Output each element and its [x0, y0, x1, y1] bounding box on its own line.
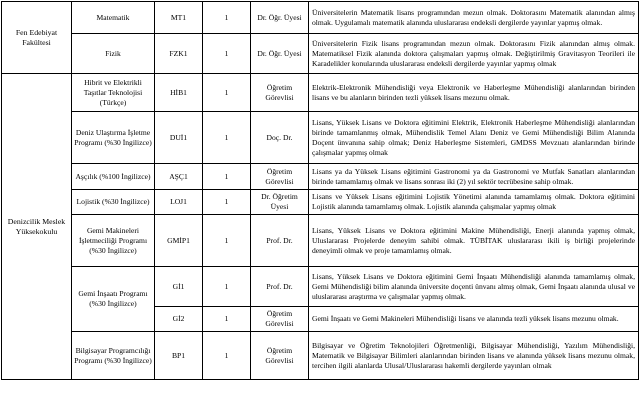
title-cell: Öğretim Görevlisi — [251, 332, 309, 380]
code-cell: Gİ1 — [155, 267, 203, 307]
program-cell: Deniz Ulaştırma İşletme Programı (%30 İngilizce) — [72, 112, 155, 164]
program-cell: Gemi İnşaatı Programı (%30 İngilizce) — [72, 267, 155, 332]
program-cell: Hibrit ve Elektrikli Taşıtlar Teknolojisi (Türkçe) — [72, 74, 155, 112]
requirement-cell: Lisans, Yüksek Lisans ve Doktora eğitimini Gemi İnşaatı Mühendisliği alanında tamamlamış olmak, Gemi Mühendisliği bilim alanında üniversite doçenti ünvanı almış olmak, Gemi İnşaatı alanında ulusal ve uluslararası araştırma ve çalışmalar yapmış olmak. — [309, 267, 639, 307]
title-cell: Öğretim Görevlisi — [251, 74, 309, 112]
code-cell: FZK1 — [155, 34, 203, 74]
table-row — [2, 164, 639, 190]
faculty-cell: Denizcilik Meslek Yüksekokulu — [2, 74, 72, 380]
code-cell: HİB1 — [155, 74, 203, 112]
code-cell: BP1 — [155, 332, 203, 380]
program-cell: Bilgisayar Programcılığı Programı (%30 İngilizce) — [72, 332, 155, 380]
requirement-cell: Lisans, Yüksek Lisans ve Doktora eğitimini Makine Mühendisliği, Enerji alanında yapmış olmak, Uluslararası Projelerde deneyim sahibi olmak. TÜBİTAK uluslararası ikili iş birliği projelerinde deneyimli olmak ve proje tamamlamış olmak. — [309, 215, 639, 267]
position-table — [1, 1, 639, 380]
table-row — [2, 332, 639, 380]
count-cell: 1 — [203, 164, 251, 190]
table-row — [2, 2, 639, 34]
title-cell: Prof. Dr. — [251, 215, 309, 267]
table-row — [2, 112, 639, 164]
program-cell: Matematik — [72, 2, 155, 34]
count-cell: 1 — [203, 2, 251, 34]
faculty-cell: Fen Edebiyat Fakültesi — [2, 2, 72, 74]
program-cell: Gemi Makineleri İşletmeciliği Programı (%30 İngilizce) — [72, 215, 155, 267]
requirement-cell: Lisans, Yüksek Lisans ve Doktora eğitimini Elektrik, Elektronik Haberleşme Mühendisliği alanlarından birinde tamamlanmış olmak, Mühendislik Temel Alanı Deniz ve Gemi Mühendisliği Bilim Alanında Doçent ünvanına sahip olmak; Deniz Haberleşme Sistemleri, GMDSS Mevzuatı alanlarından birinde çalışmalar yapmış olmak — [309, 112, 639, 164]
program-cell: Fizik — [72, 34, 155, 74]
code-cell: DUİ1 — [155, 112, 203, 164]
count-cell: 1 — [203, 267, 251, 307]
title-cell: Dr. Öğr. Üyesi — [251, 34, 309, 74]
program-cell: Aşçılık (%100 İngilizce) — [72, 164, 155, 190]
code-cell: LOJ1 — [155, 190, 203, 215]
requirement-cell: Lisans ya da Yüksek Lisans eğitimini Gastronomi ya da Gastronomi ve Mutfak Sanatları alanlarından birinde tamamlamış olmak ve lisans sonrası iki (2) yıl sektör tecrübesine sahip olmak. — [309, 164, 639, 190]
title-cell: Dr. Öğretim Üyesi — [251, 190, 309, 215]
table-row — [2, 267, 639, 307]
table-row — [2, 74, 639, 112]
code-cell: Gİ2 — [155, 307, 203, 332]
requirement-cell: Elektrik-Elektronik Mühendisliği veya Elektronik ve Haberleşme Mühendisliği alanlarından birinden lisans ve bu alanların birinden tezli yüksek lisans mezunu olmak. — [309, 74, 639, 112]
count-cell: 1 — [203, 34, 251, 74]
requirement-cell: Üniversitelerin Fizik lisans programından mezun olmak. Doktorasını Fizik alanından almış olmak. Matematiksel Fizik alanında doktora çalışmaları yapmış olmak. Değiştirilmiş Gravitasyon Teorileri ile Karadelikler konularında uluslararası endeksli dergilerde yayınlar yapmış olmak — [309, 34, 639, 74]
count-cell: 1 — [203, 190, 251, 215]
requirement-cell: Üniversitelerin Matematik lisans programından mezun olmak. Doktorasını Matematik alanından almış olmak. Uygulamalı matematik alanında uluslararası endeksli dergilerde yayınlar yapmış olmak. — [309, 2, 639, 34]
title-cell: Öğretim Görevlisi — [251, 164, 309, 190]
requirement-cell: Lisans ve Yüksek Lisans eğitimini Lojistik Yönetimi alanında tamamlamış olmak. Doktora eğitimini Lojistik alanında tamamlamış olmak. Lojistik alanında çalışmalar yapmış olmak — [309, 190, 639, 215]
count-cell: 1 — [203, 332, 251, 380]
count-cell: 1 — [203, 74, 251, 112]
count-cell: 1 — [203, 112, 251, 164]
count-cell: 1 — [203, 215, 251, 267]
code-cell: GMİP1 — [155, 215, 203, 267]
title-cell: Doç. Dr. — [251, 112, 309, 164]
program-cell: Lojistik (%30 İngilizce) — [72, 190, 155, 215]
table-row — [2, 215, 639, 267]
code-cell: MT1 — [155, 2, 203, 34]
title-cell: Dr. Öğr. Üyesi — [251, 2, 309, 34]
table-row — [2, 34, 639, 74]
count-cell: 1 — [203, 307, 251, 332]
title-cell: Prof. Dr. — [251, 267, 309, 307]
code-cell: AŞÇ1 — [155, 164, 203, 190]
table-row — [2, 190, 639, 215]
requirement-cell: Bilgisayar ve Öğretim Teknolojileri Öğretmenliği, Bilgisayar Mühendisliği, Yazılım Mühendisliği, Matematik ve Bilgisayar Bilimleri alanlarından birinden lisans ve alanında yüksek lisans mezunu olmak, tercihen ilgili alanlarda Ulusal/Uluslararası hakemli dergilerde yayınları olmak — [309, 332, 639, 380]
requirement-cell: Gemi İnşaatı ve Gemi Makineleri Mühendisliği lisans ve alanında tezli yüksek lisans mezunu olmak. — [309, 307, 639, 332]
title-cell: Öğretim Görevlisi — [251, 307, 309, 332]
